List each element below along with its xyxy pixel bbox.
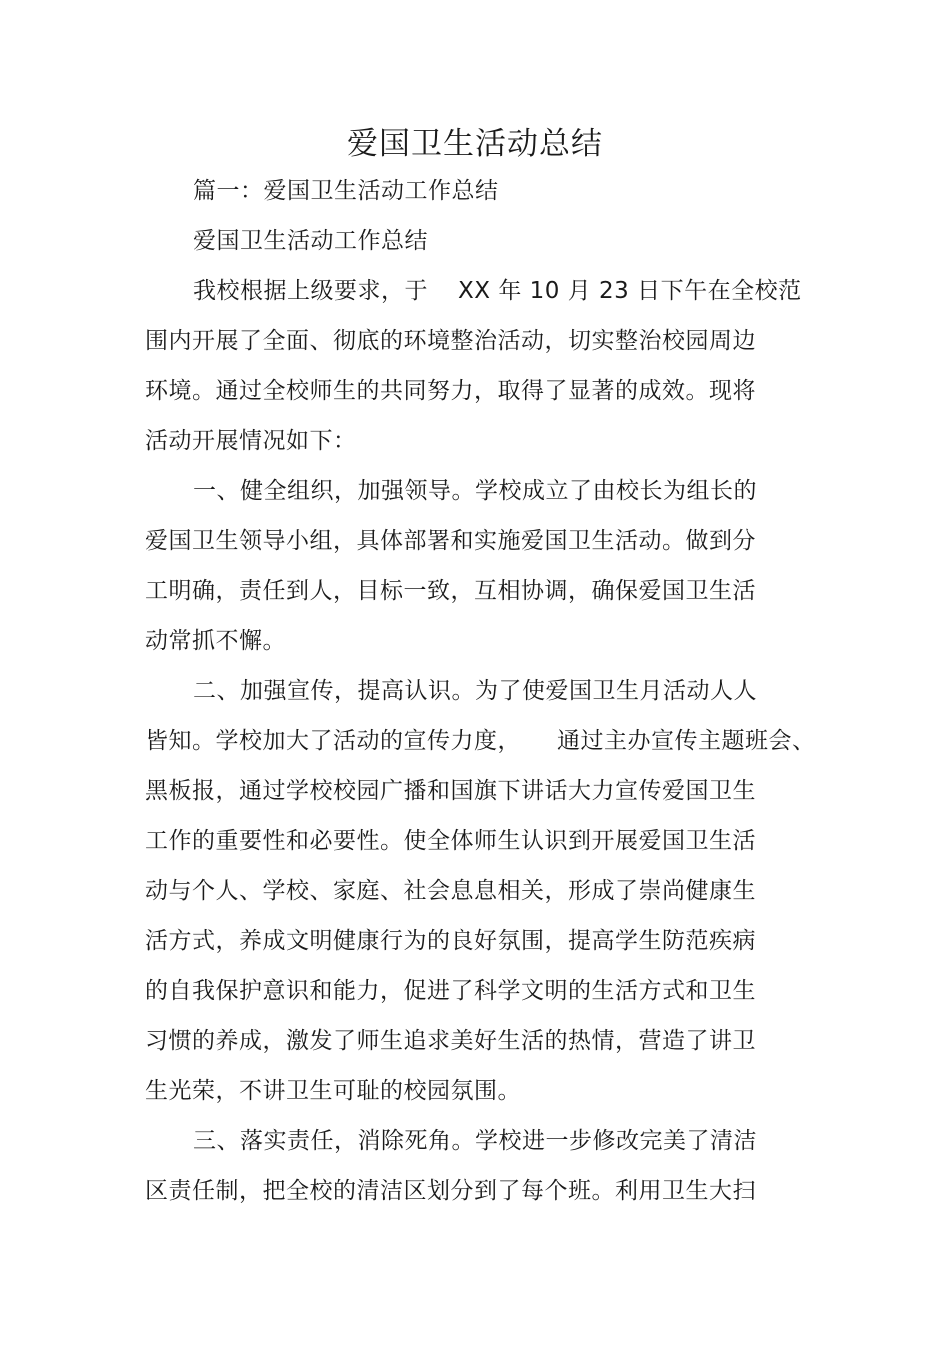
- paragraph-line: 爱国卫生领导小组，具体部署和实施爱国卫生活动。做到分: [145, 528, 756, 554]
- paragraph-line: [193, 274, 802, 308]
- paragraph-line: 动与个人、学校、家庭、社会息息相关，形成了崇尚健康生: [145, 878, 756, 904]
- paragraph-line: 工作的重要性和必要性。使全体师生认识到开展爱国卫生活: [145, 828, 756, 854]
- paragraph-line: 工明确，责任到人，目标一致，互相协调，确保爱国卫生活: [145, 578, 756, 604]
- paragraph-line: 的自我保护意识和能力，促进了科学文明的生活方式和卫生: [145, 978, 756, 1004]
- paragraph-line: 围内开展了全面、彻底的环境整治活动，切实整治校园周边: [145, 328, 756, 354]
- text-run: XX 年 10 月 23 日下午在全校范: [458, 278, 802, 304]
- paragraph-line: 活方式，养成文明健康行为的良好氛围，提高学生防范疾病: [145, 928, 756, 954]
- paragraph-line: 三、落实责任，消除死角。学校进一步修改完美了清洁: [193, 1128, 757, 1154]
- paragraph-line: 生光荣，不讲卫生可耻的校园氛围。: [145, 1078, 521, 1104]
- paragraph-line: 活动开展情况如下：: [145, 428, 357, 454]
- document-title: 爱国卫生活动总结: [347, 126, 603, 162]
- text-run: 皆知。学校加大了活动的宣传力度，: [145, 728, 521, 754]
- subheading: 爱国卫生活动工作总结: [193, 228, 428, 254]
- paragraph-line: 动常抓不懈。: [145, 628, 286, 654]
- paragraph-line: 区责任制，把全校的清洁区划分到了每个班。利用卫生大扫: [145, 1178, 756, 1204]
- text-run: 通过主办宣传主题班会、: [557, 728, 816, 754]
- paragraph-line: 一、健全组织，加强领导。学校成立了由校长为组长的: [193, 478, 757, 504]
- paragraph-line: 黑板报，通过学校校园广播和国旗下讲话大力宣传爱国卫生: [145, 778, 756, 804]
- text-run: 我校根据上级要求，于: [193, 278, 428, 304]
- paragraph-line: 二、加强宣传，提高认识。为了使爱国卫生月活动人人: [193, 678, 757, 704]
- section-heading: 篇一：爱国卫生活动工作总结: [193, 178, 499, 204]
- paragraph-line: 习惯的养成，激发了师生追求美好生活的热情，营造了讲卫: [145, 1028, 756, 1054]
- paragraph-line: 环境。通过全校师生的共同努力，取得了显著的成效。现将: [145, 378, 756, 404]
- paragraph-line: [145, 724, 816, 758]
